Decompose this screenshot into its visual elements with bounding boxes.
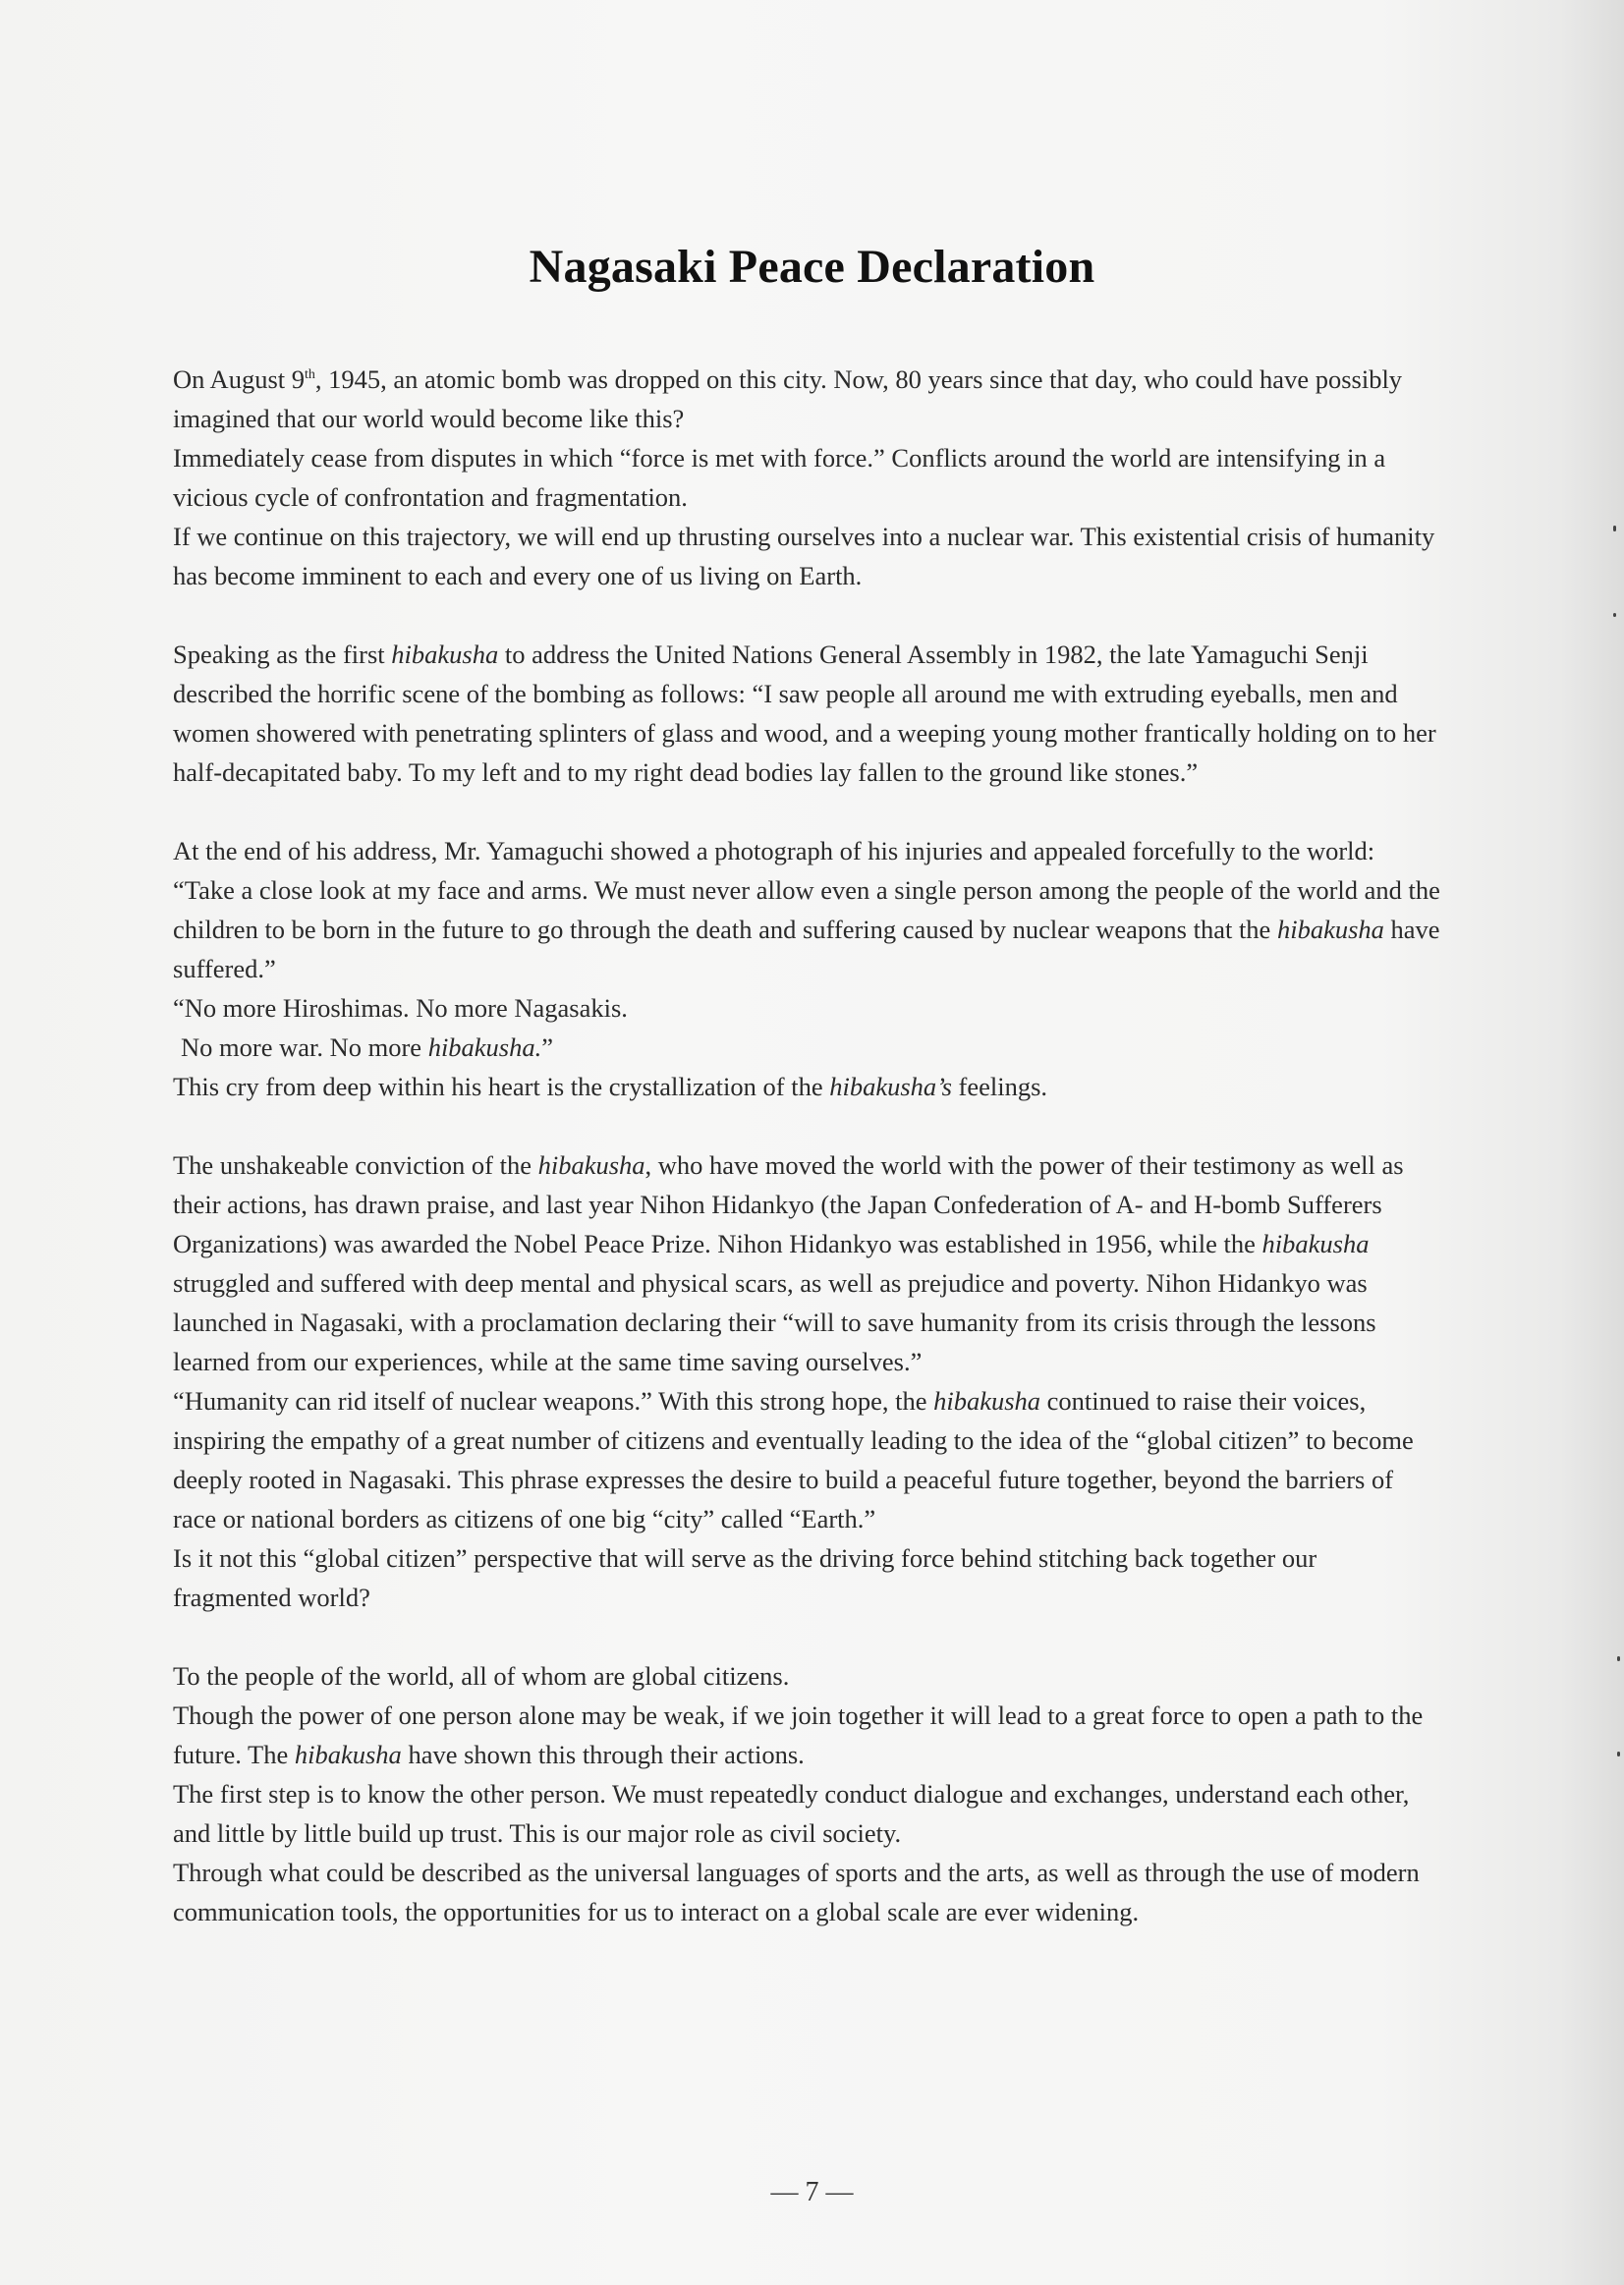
text-line: Is it not this “global citizen” perspective that will serve as the driving force behind stitching back together our fragmented world? <box>173 1543 1317 1612</box>
paragraph-5 <box>173 1656 1440 1931</box>
italic-term: hibakusha’s <box>829 1072 952 1101</box>
text-line: Immediately cease from disputes in which “force is met with force.” Conflicts around the world are intensifying in a vicious cycle of confrontation and fragmentation. <box>173 443 1386 512</box>
scan-speck <box>1617 1656 1620 1661</box>
text-line: “Humanity can rid itself of nuclear weapons.” With this strong hope, the hibakusha continued to raise their voices, inspiring the empathy of a great number of citizens and eventually leading to the idea of the “global citizen” to become deeply rooted in Nagasaki. This phrase expresses the desire to build a peaceful future together, beyond the barriers of race or national borders as citizens of one big “city” called “Earth.” <box>173 1386 1414 1533</box>
quote-line: “No more Hiroshimas. No more Nagasakis. <box>173 993 628 1023</box>
quote-line: No more war. No more hibakusha.” <box>181 1032 554 1062</box>
declaration-body <box>173 360 1440 1971</box>
italic-term: hibakusha <box>537 1150 645 1180</box>
text-line: Though the power of one person alone may be weak, if we join together it will lead to a great force to open a path to the future. The hibakusha have shown this through their actions. <box>173 1700 1424 1769</box>
italic-term: hibakusha. <box>427 1032 542 1062</box>
text-line: At the end of his address, Mr. Yamaguchi showed a photograph of his injuries and appealed forcefully to the world: “Take a close look at my face and arms. We must never allow even a single person among the people of the world and the children to be born in the future to go through the death and suffering caused by nuclear weapons that the hibakusha have suffered.” <box>173 836 1440 983</box>
italic-term: hibakusha <box>1276 915 1384 944</box>
italic-term: hibakusha <box>294 1740 402 1769</box>
text-line: If we continue on this trajectory, we will end up thrusting ourselves into a nuclear war. This existential crisis of humanity has become imminent to each and every one of us living on Earth. <box>173 522 1435 590</box>
paragraph-2 <box>173 635 1440 792</box>
italic-term: hibakusha <box>391 640 499 669</box>
scan-speck <box>1617 1752 1620 1756</box>
text-line: Speaking as the first hibakusha to address the United Nations General Assembly in 1982, the late Yamaguchi Senji described the horrific scene of the bombing as follows: “I saw people all around me with extruding eyeballs, men and women showered with penetrating splinters of glass and wood, and a weeping young mother frantically holding on to her half-decapitated baby. To my left and to my right dead bodies lay fallen to the ground like stones.” <box>173 640 1436 787</box>
page-number: — 7 — <box>770 2177 854 2207</box>
text-line: This cry from deep within his heart is the crystallization of the hibakusha’s feelings. <box>173 1072 1048 1101</box>
text-line: Through what could be described as the universal languages of sports and the arts, as well as through the use of modern communication tools, the opportunities for us to interact on a global scale are ever widening. <box>173 1858 1420 1926</box>
text-line: The unshakeable conviction of the hibakusha, who have moved the world with the power of their testimony as well as their actions, has drawn praise, and last year Nihon Hidankyo (the Japan Confederation of A- and H-bomb Sufferers Organizations) was awarded the Nobel Peace Prize. Nihon Hidankyo was established in 1956, while the hibakusha struggled and suffered with deep mental and physical scars, as well as prejudice and poverty. Nihon Hidankyo was launched in Nagasaki, with a proclamation declaring their “will to save humanity from its crisis through the lessons learned from our experiences, while at the same time saving ourselves.” <box>173 1150 1404 1376</box>
paragraph-4 <box>173 1145 1440 1617</box>
paragraph-3 <box>173 831 1440 1106</box>
page-title: Nagasaki Peace Declaration <box>529 241 1095 294</box>
italic-term: hibakusha <box>933 1386 1041 1416</box>
italic-term: hibakusha <box>1261 1229 1370 1258</box>
scan-speck <box>1613 526 1616 531</box>
paragraph-1 <box>173 360 1440 595</box>
text-line: To the people of the world, all of whom are global citizens. <box>173 1661 790 1691</box>
scan-speck <box>1613 613 1616 617</box>
text-line: On August 9th, 1945, an atomic bomb was dropped on this city. Now, 80 years since that day, who could have possibly imagined that our world would become like this? <box>173 364 1403 433</box>
text-line: The first step is to know the other person. We must repeatedly conduct dialogue and exchanges, understand each other, and little by little build up trust. This is our major role as civil society. <box>173 1779 1410 1848</box>
